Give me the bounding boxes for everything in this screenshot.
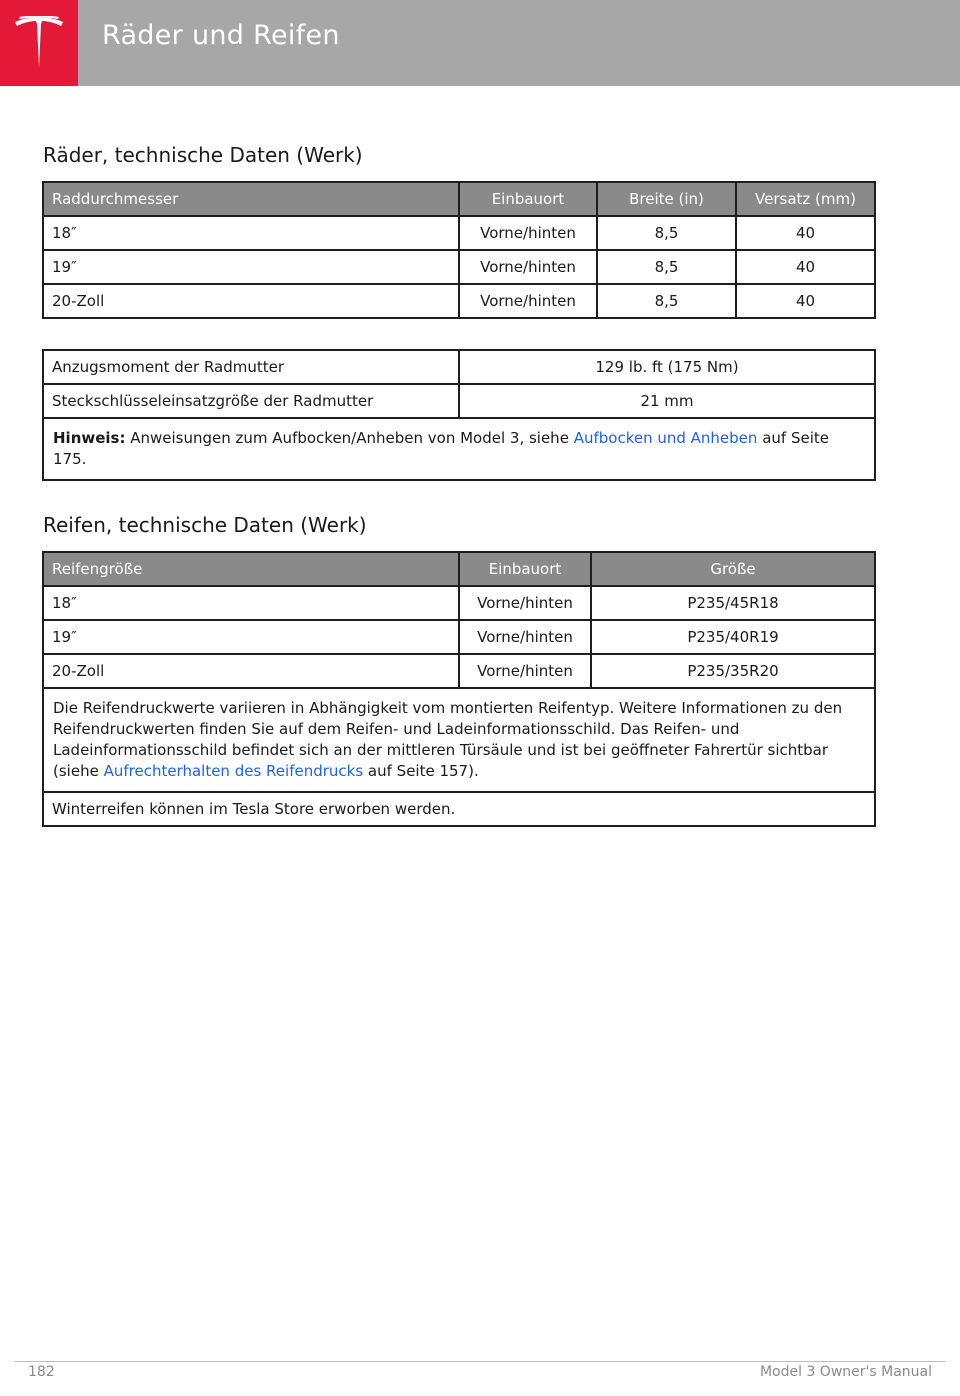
table-cell: Vorne/hinten	[459, 284, 597, 318]
table-header-row	[43, 182, 875, 216]
table-row	[43, 688, 875, 792]
manual-title: Model 3 Owner's Manual	[759, 1364, 932, 1380]
table-cell: 20-Zoll	[43, 284, 459, 318]
column-header: Einbauort	[459, 182, 597, 216]
table-cell: 40	[736, 216, 875, 250]
note-cell	[43, 418, 875, 480]
table-row	[43, 250, 875, 284]
table-row	[43, 384, 875, 418]
column-header: Einbauort	[459, 552, 591, 586]
column-header: Größe	[591, 552, 875, 586]
tesla-t-icon	[13, 16, 65, 70]
table-row	[43, 284, 875, 318]
note-label: Hinweis:	[53, 429, 126, 447]
table-cell: Vorne/hinten	[459, 654, 591, 688]
table-cell: 129 lb. ft (175 Nm)	[459, 350, 875, 384]
table-cell: 18″	[43, 586, 459, 620]
tires-heading: Reifen, technische Daten (Werk)	[43, 513, 367, 537]
tires-spec-table	[42, 551, 876, 827]
note-text: auf Seite 157).	[363, 762, 479, 780]
lug-nut-table	[42, 349, 876, 481]
table-row	[43, 586, 875, 620]
table-cell: 8,5	[597, 216, 736, 250]
table-row	[43, 418, 875, 480]
table-cell: Anzugsmoment der Radmutter	[43, 350, 459, 384]
table-row	[43, 216, 875, 250]
table-cell: 40	[736, 250, 875, 284]
table-cell: 40	[736, 284, 875, 318]
tesla-logo	[0, 0, 78, 86]
column-header: Raddurchmesser	[43, 182, 459, 216]
jacking-link[interactable]: Aufbocken und Anheben	[573, 429, 758, 447]
table-cell: Vorne/hinten	[459, 620, 591, 654]
table-row	[43, 654, 875, 688]
table-row	[43, 620, 875, 654]
table-cell: 19″	[43, 620, 459, 654]
tire-pressure-note	[43, 688, 875, 792]
column-header: Versatz (mm)	[736, 182, 875, 216]
table-cell: Steckschlüsseleinsatzgröße der Radmutter	[43, 384, 459, 418]
wheels-heading: Räder, technische Daten (Werk)	[43, 143, 363, 167]
table-cell: Vorne/hinten	[459, 586, 591, 620]
table-cell: 8,5	[597, 284, 736, 318]
table-cell: 19″	[43, 250, 459, 284]
page-number: 182	[28, 1364, 55, 1380]
table-header-row	[43, 552, 875, 586]
note-text: Die Reifendruckwerte variieren in Abhängigkeit vom montierten Reifentyp. Weitere Informationen zu den Reifendruckwerten finden Sie auf dem Reifen- und Ladeinformationsschild. Das Reifen- und Ladeinformationsschild befindet sich an der mittleren Türsäule und ist bei geöffneter Fahrertür sichtbar (siehe	[53, 699, 843, 780]
table-cell: Vorne/hinten	[459, 216, 597, 250]
table-cell: 20-Zoll	[43, 654, 459, 688]
table-cell: P235/45R18	[591, 586, 875, 620]
table-cell: P235/40R19	[591, 620, 875, 654]
wheels-spec-table	[42, 181, 876, 319]
note-text: auf Seite 175.	[53, 429, 829, 468]
table-cell: P235/35R20	[591, 654, 875, 688]
table-cell: 8,5	[597, 250, 736, 284]
winter-tires-note: Winterreifen können im Tesla Store erworben werden.	[43, 792, 875, 826]
table-cell: 18″	[43, 216, 459, 250]
column-header: Reifengröße	[43, 552, 459, 586]
table-cell: Vorne/hinten	[459, 250, 597, 284]
tire-pressure-link[interactable]: Aufrechterhalten des Reifendrucks	[103, 762, 364, 780]
footer-divider	[14, 1361, 946, 1362]
table-row	[43, 792, 875, 826]
page-title: Räder und Reifen	[102, 20, 340, 51]
note-text: Anweisungen zum Aufbocken/Anheben von Model 3, siehe	[125, 429, 574, 447]
table-row	[43, 350, 875, 384]
page-header	[0, 0, 960, 86]
column-header: Breite (in)	[597, 182, 736, 216]
table-cell: 21 mm	[459, 384, 875, 418]
